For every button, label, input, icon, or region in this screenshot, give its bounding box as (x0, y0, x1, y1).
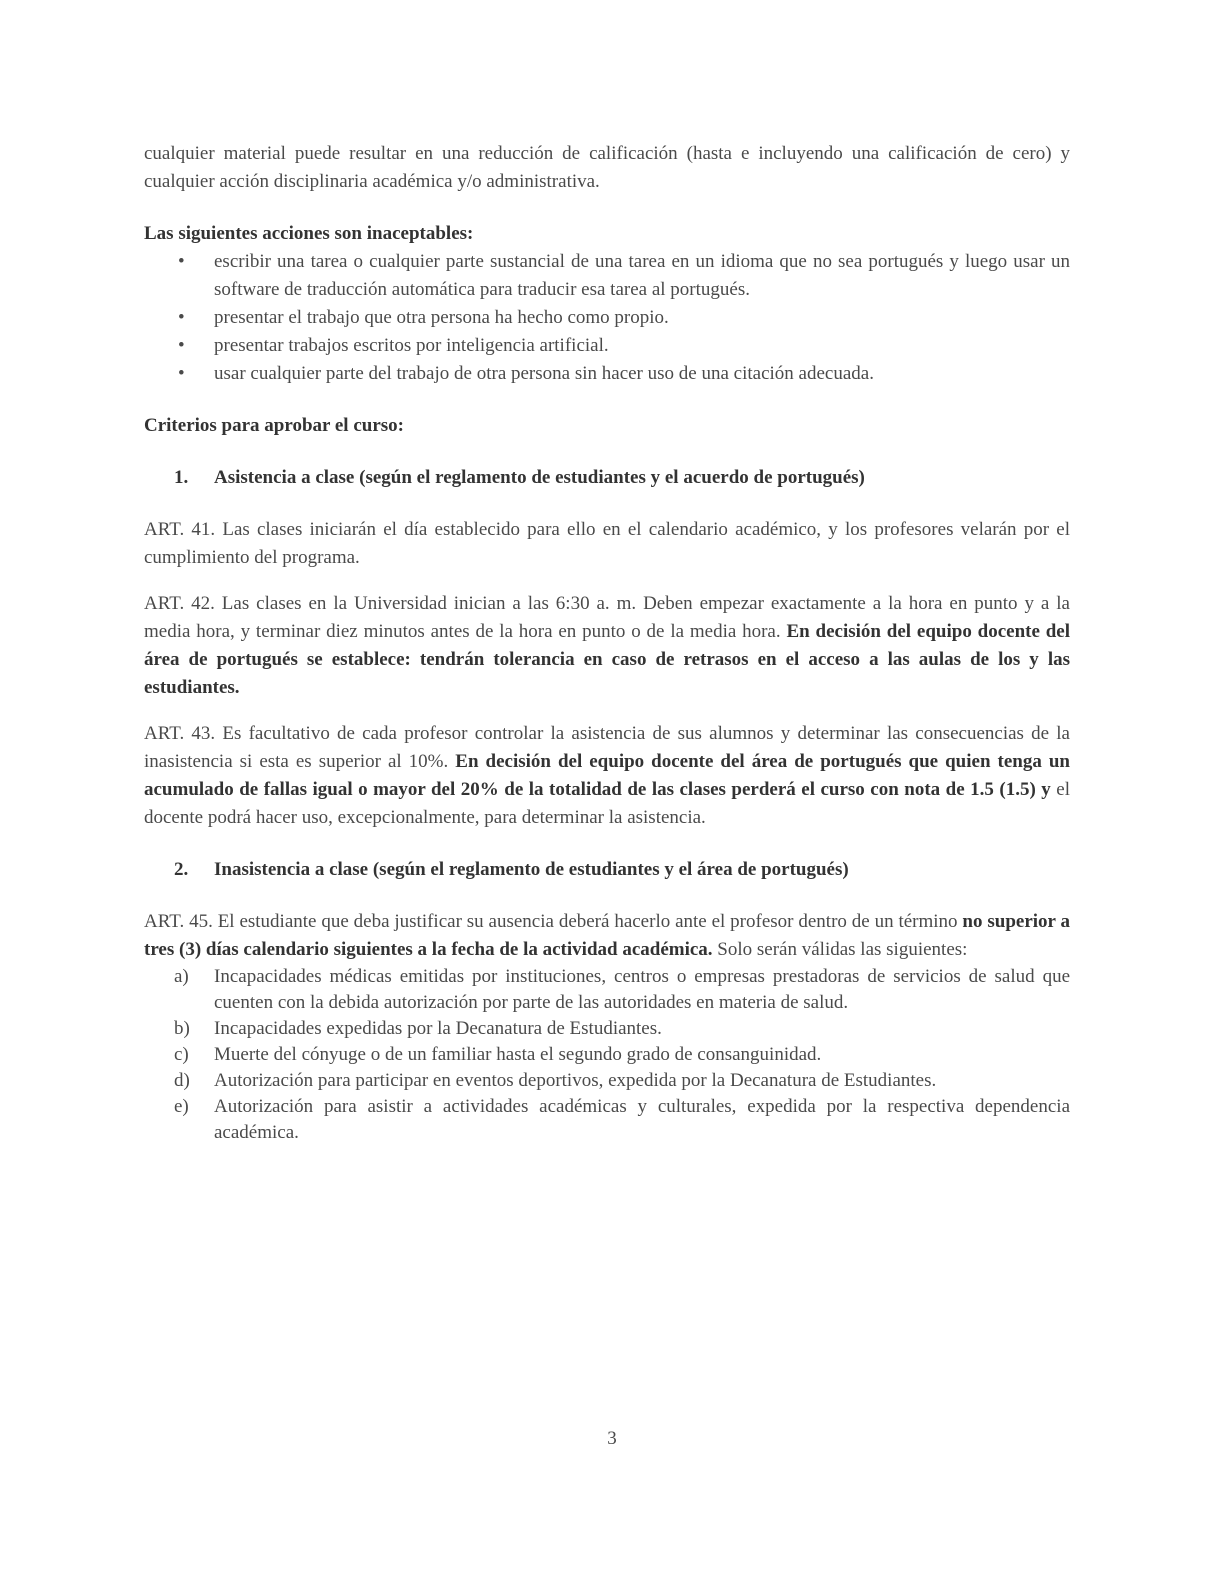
criterion-absence (144, 856, 1070, 884)
list-item (144, 332, 1070, 360)
unacceptable-list (144, 248, 1070, 388)
list-item (144, 1094, 1070, 1146)
intro-paragraph: cualquier material puede resultar en una reducción de calificación (hasta e incluyendo una calificación de cero) y cualquier acción disciplinaria académica y/o administrativa. (144, 143, 1070, 192)
criterion-attendance (144, 464, 1070, 492)
list-item (144, 1016, 1070, 1042)
article-42-text: ART. 42. Las clases en la Universidad inician a las 6:30 a. m. Deben empezar exactamente a la hora en punto y a la media hora, y terminar diez minutos antes de la hora en punto o de la media hora. (144, 593, 1070, 642)
criterion-number: 2. (174, 859, 189, 880)
letter-mark: e) (174, 1096, 189, 1117)
list-item-text: Autorización para participar en eventos deportivos, expedida por la Decanatura de Estudiantes. (214, 1070, 937, 1091)
page-number: 3 (607, 1428, 617, 1449)
list-item (144, 964, 1070, 1016)
letter-mark: c) (174, 1044, 189, 1065)
list-item (144, 1068, 1070, 1094)
bullet-mark: • (178, 335, 185, 356)
article-43-tail: el docente podrá hacer uso, excepcionalmente, para determinar la asistencia. (144, 779, 1070, 828)
list-item-text: Muerte del cónyuge o de un familiar hasta el segundo grado de consanguinidad. (214, 1044, 822, 1065)
list-item-text: presentar trabajos escritos por inteligencia artificial. (214, 335, 609, 356)
list-item-text: Autorización para asistir a actividades académicas y culturales, expedida por la respectiva dependencia académica. (214, 1096, 1070, 1143)
list-item-text: usar cualquier parte del trabajo de otra persona sin hacer uso de una citación adecuada. (214, 363, 874, 384)
list-item-text: Incapacidades expedidas por la Decanatura de Estudiantes. (214, 1018, 662, 1039)
article-45-tail: Solo serán válidas las siguientes: (712, 939, 968, 960)
excuses-list (144, 964, 1070, 1146)
article-41: ART. 41. Las clases iniciarán el día establecido para ello en el calendario académico, y los profesores velarán por el cumplimiento del programa. (144, 519, 1070, 568)
bullet-mark: • (178, 251, 185, 272)
article-43 (144, 720, 1070, 832)
criterion-number: 1. (174, 467, 189, 488)
article-43-text: ART. 43. Es facultativo de cada profesor controlar la asistencia de sus alumnos y determinar las consecuencias de la inasistencia si esta es superior al 10%. (144, 723, 1070, 772)
article-42 (144, 590, 1070, 702)
list-item (144, 1042, 1070, 1068)
letter-mark: a) (174, 966, 189, 987)
article-45 (144, 908, 1070, 964)
article-43-emphasis: En decisión del equipo docente del área de portugués que quien tenga un acumulado de fallas igual o mayor del 20% de la totalidad de las clases perderá el curso con nota de 1.5 (1.5) y (144, 751, 1070, 800)
list-item (144, 360, 1070, 388)
list-item-text: Incapacidades médicas emitidas por instituciones, centros o empresas prestadoras de servicios de salud que cuenten con la debida autorización por parte de las autoridades en materia de salud. (214, 966, 1070, 1013)
bullet-mark: • (178, 307, 185, 328)
list-item-text: escribir una tarea o cualquier parte sustancial de una tarea en un idioma que no sea portugués y luego usar un software de traducción automática para traducir esa tarea al portugués. (214, 251, 1070, 300)
article-42-emphasis: En decisión del equipo docente del área de portugués se establece: tendrán tolerancia en caso de retrasos en el acceso a las aulas de los y las estudiantes. (144, 621, 1071, 698)
letter-mark: b) (174, 1018, 190, 1039)
document-page (144, 140, 1070, 1146)
list-item (144, 248, 1070, 304)
article-45-emphasis: no superior a tres (3) días calendario siguientes a la fecha de la actividad académica. (144, 911, 1070, 960)
list-item (144, 304, 1070, 332)
criteria-heading: Criterios para aprobar el curso: (144, 415, 404, 436)
letter-mark: d) (174, 1070, 190, 1091)
unacceptable-heading: Las siguientes acciones son inaceptables: (144, 223, 474, 244)
bullet-mark: • (178, 363, 185, 384)
criterion-title: Asistencia a clase (según el reglamento de estudiantes y el acuerdo de portugués) (214, 467, 865, 488)
list-item-text: presentar el trabajo que otra persona ha hecho como propio. (214, 307, 669, 328)
article-45-text: ART. 45. El estudiante que deba justificar su ausencia deberá hacerlo ante el profesor dentro de un término (144, 911, 963, 932)
criterion-title: Inasistencia a clase (según el reglamento de estudiantes y el área de portugués) (214, 859, 849, 880)
